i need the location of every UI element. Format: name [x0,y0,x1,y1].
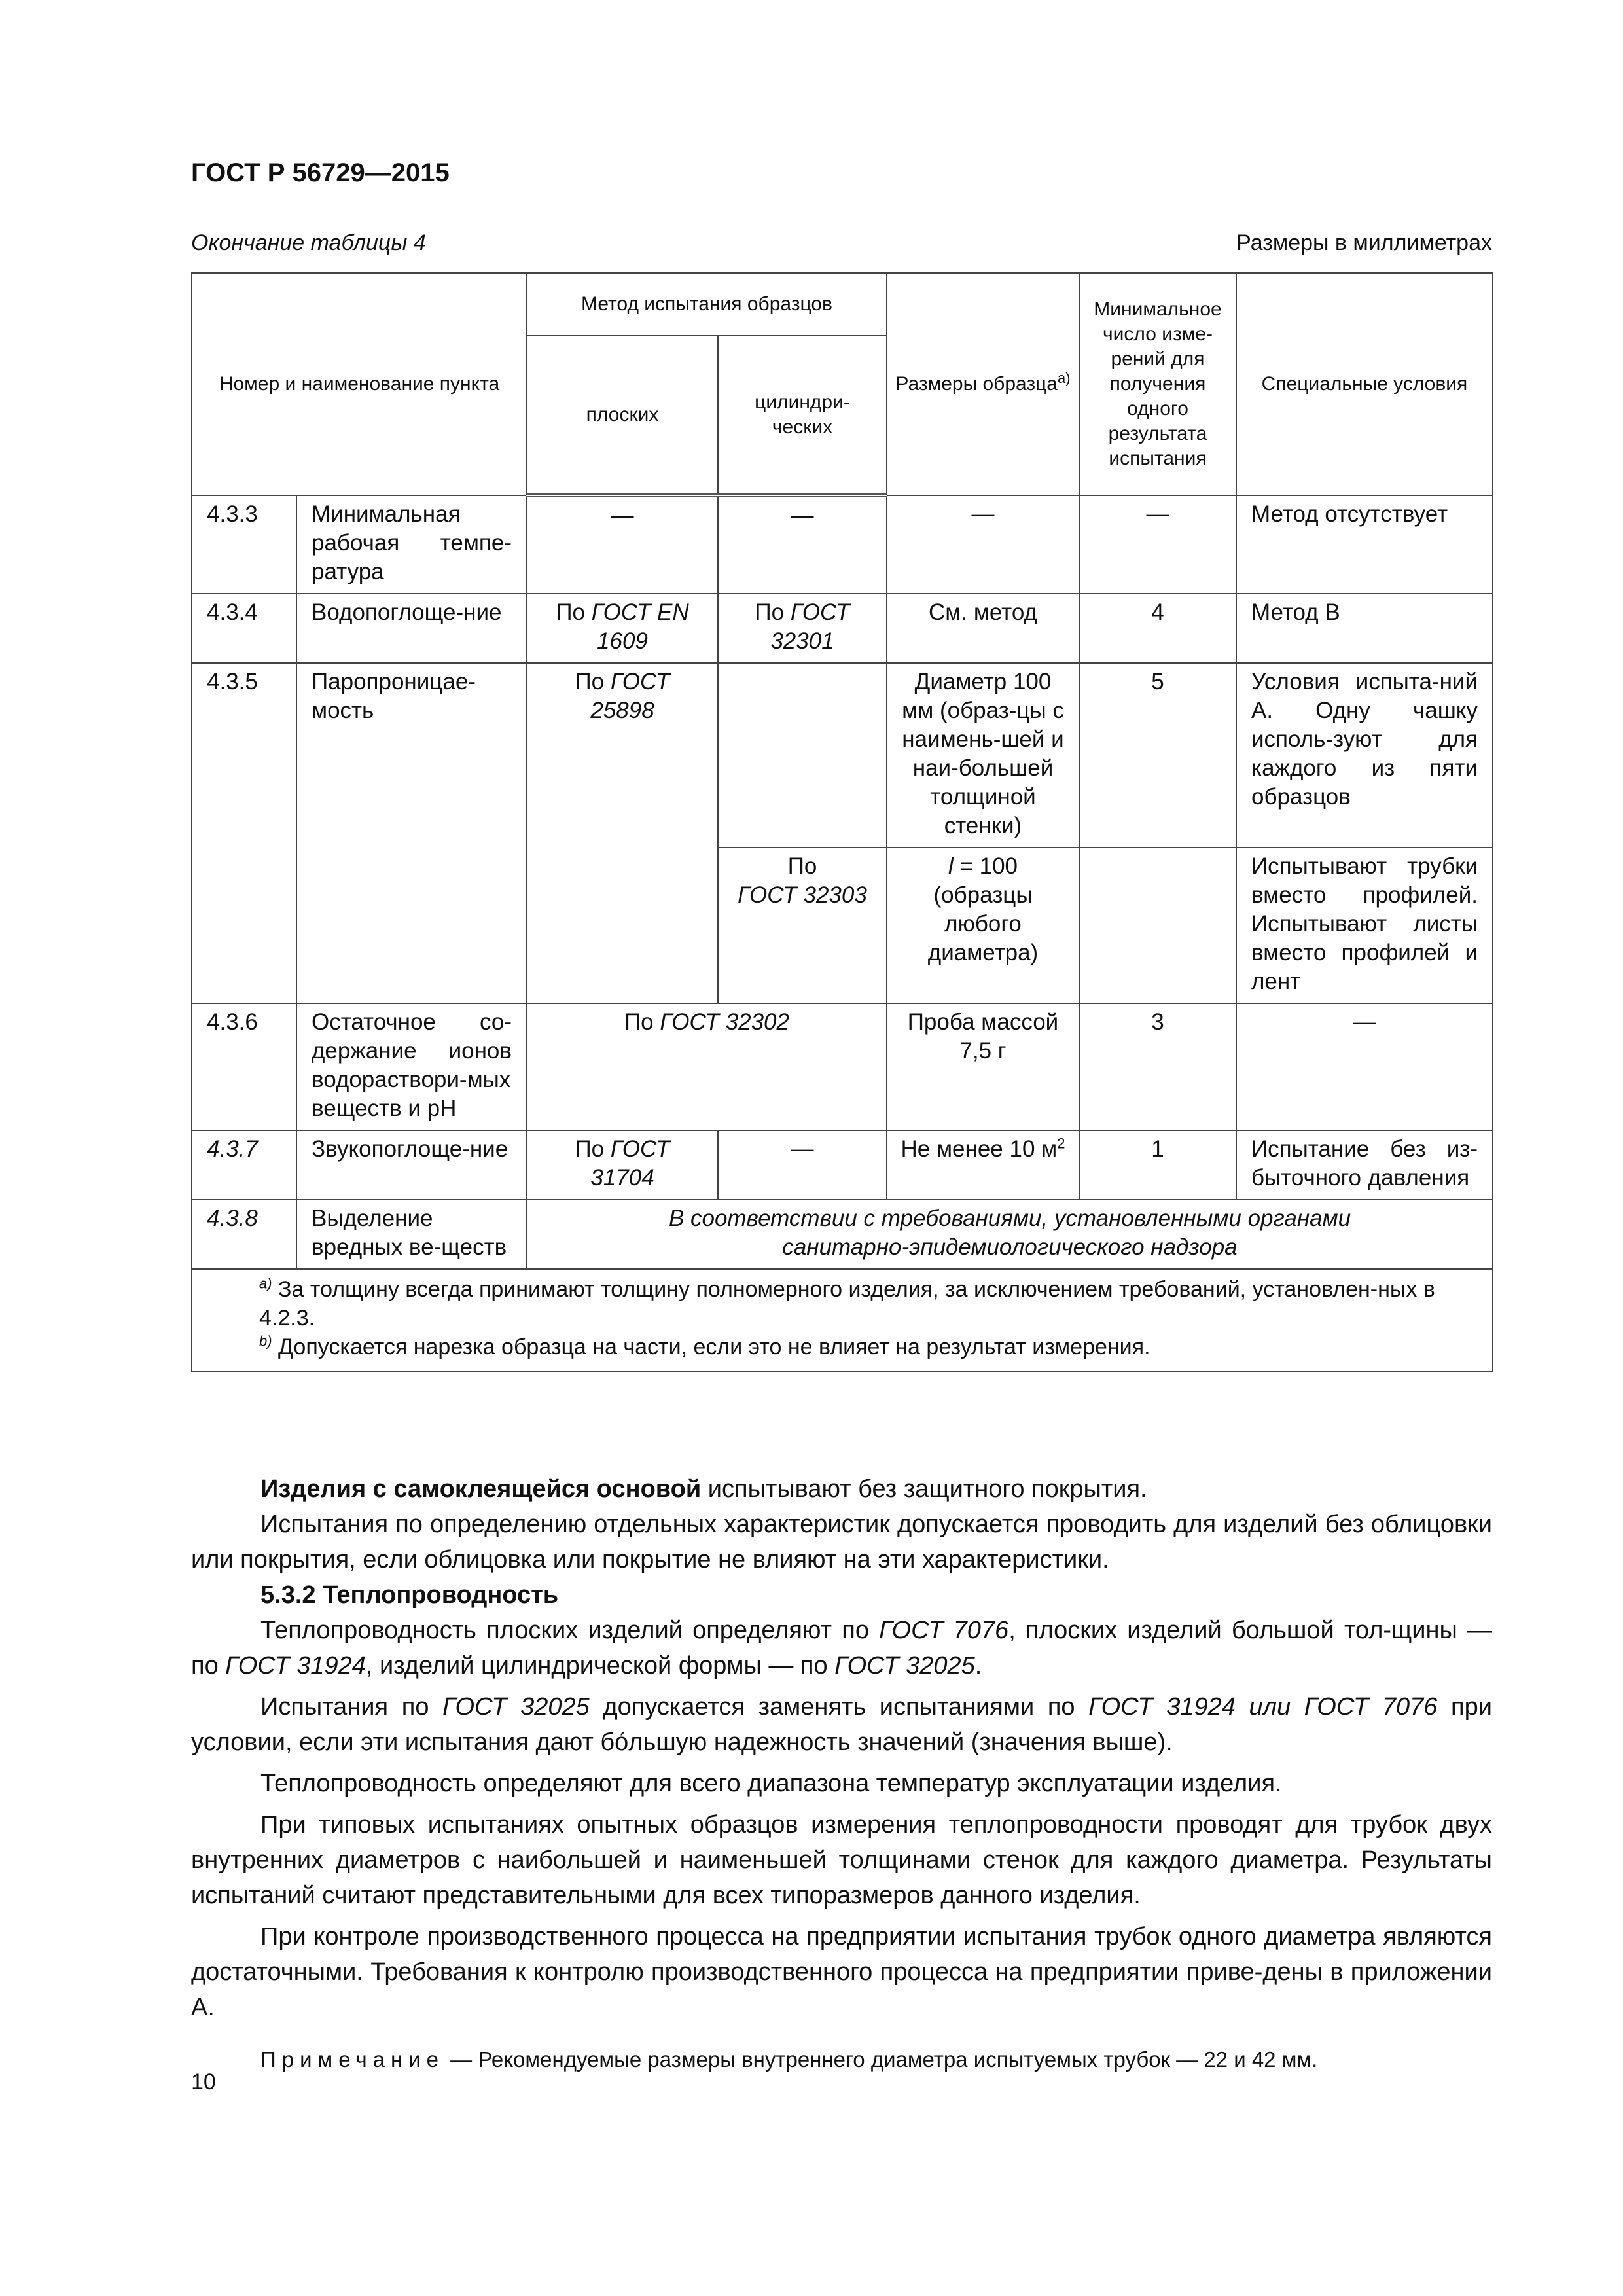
footnote-b [207,1333,1478,1361]
paragraph-text: , изделий цилиндрической формы — по [365,1652,835,1679]
paragraph-text: . [974,1652,982,1679]
specification-table [191,272,1493,1372]
table-row [192,1130,1493,1200]
table-caption: Окончание таблицы 4 [191,230,426,255]
footnotes-row [192,1269,1493,1371]
header-flat: плоских [527,336,718,495]
row-number: 4.3.6 [192,1003,296,1130]
row-name: Минимальная рабочая темпе-ратура [296,495,527,594]
footnote-text: Допускается нарезка образца на части, если это не влияет на результат измерения. [278,1335,1150,1359]
cell-special: Испытание без из-быточного давления [1236,1130,1493,1200]
footnote-mark: а) [259,1275,272,1292]
cell-min [1079,848,1236,1003]
cell-cylindrical [718,594,887,663]
paragraph-text: при условии, если эти испытания дают бо́льшую надежность значений (значения выше). [191,1693,1492,1756]
cell-flat [527,663,718,1003]
cell-min: 1 [1079,1130,1236,1200]
standard-ref: ГОСТ 31924 или ГОСТ 7076 [1088,1693,1438,1721]
cell-flat [527,1130,718,1200]
paragraph [191,1689,1492,1760]
header-min-measurements: Минимальное число изме-рений для получения одного результата испытания [1079,273,1236,495]
row-number: 4.3.8 [192,1200,296,1269]
row-number: 4.3.7 [192,1130,296,1200]
row-name: Остаточное со-держание ионов водораствори-мых веществ и pH [296,1003,527,1130]
cell-size: Проба массой 7,5 г [887,1003,1079,1130]
cell-special: Испытывают трубки вместо профилей. Испытывают листы вместо профилей и лент [1236,848,1493,1003]
standard-ref: ГОСТ 32025 [834,1652,975,1679]
cell-special: Метод отсутствует [1236,495,1493,594]
table-row [192,594,1493,663]
header-cylindrical: цилиндри-ческих [718,336,887,495]
bold-term: Изделия с самоклеящейся основой [260,1475,702,1503]
cell-special: — [1236,1003,1493,1130]
row-name: Водопоглоще-ние [296,594,527,663]
cell-special: Метод В [1236,594,1493,663]
body-text [191,1471,1492,2077]
footnote-mark: b) [259,1333,272,1350]
cell-method-merged [527,1003,887,1130]
row-number: 4.3.4 [192,594,296,663]
cell-size: — [887,495,1079,594]
header-size-text: Размеры образца [895,373,1058,395]
paragraph: Испытания по определению отдельных характеристик допускается проводить для изделий без облицовки или покрытия, если облицовка или покрытие не влияют на эти характеристики. [191,1511,1492,1573]
row-name: Звукопоглоще-ние [296,1130,527,1200]
cell-cylindrical [718,848,887,1003]
footnote-text: За толщину всегда принимают толщину полномерного изделия, за исключением требований, установлен-ных в 4.2.3. [259,1277,1435,1331]
table-row [192,1200,1493,1269]
ref-prefix: По [755,600,785,625]
note-label: Примечание [260,2047,445,2072]
note-text: — Рекомендуемые размеры внутреннего диаметра испытуемых трубок — 22 и 42 мм. [444,2047,1318,2072]
cell-min: 5 [1079,663,1236,848]
standard-ref: ГОСТ 32025 [442,1693,590,1721]
note [191,2042,1492,2077]
row-number: 4.3.3 [192,495,296,594]
footnote-a [207,1275,1478,1333]
header-method-group: Метод испытания образцов [527,273,887,336]
paragraph-text: Испытания по [260,1693,443,1721]
page-number: 10 [191,2070,216,2094]
ref-prefix: По [575,669,605,694]
paragraph [191,1613,1492,1683]
cell-size [887,848,1079,1003]
cell-cylindrical: — [718,495,887,594]
table-footnotes [192,1269,1493,1371]
ref-prefix: По [556,600,585,625]
cell-min: 4 [1079,594,1236,663]
document-title: ГОСТ Р 56729—2015 [191,158,450,187]
units-caption: Размеры в миллиметрах [1236,230,1492,255]
standard-ref: ГОСТ 32301 [770,600,850,654]
standard-ref: ГОСТ 7076 [879,1617,1009,1644]
header-size [887,273,1079,495]
row-number: 4.3.5 [192,663,296,1003]
cell-cylindrical: — [718,1130,887,1200]
standard-ref: ГОСТ 32302 [660,1009,789,1035]
standard-ref: ГОСТ EN 1609 [591,600,689,654]
paragraph-text: , плоских изделий большой тол-щины — по [191,1617,1492,1679]
cell-size: См. метод [887,594,1079,663]
cell-min: — [1079,495,1236,594]
cell-min: 3 [1079,1003,1236,1130]
size-value: = 100 (образцы любого диаметра) [927,853,1039,965]
ref-prefix: По [575,1136,605,1162]
size-value: Не менее 10 м [901,1136,1058,1162]
cell-size: Диаметр 100 мм (образ-цы с наимень-шей и наи-большей толщиной стенки) [887,663,1079,848]
cell-flat: — [527,495,718,594]
ref-prefix: По [787,853,817,879]
paragraph-text: испытывают без защитного покрытия. [701,1475,1147,1503]
table-row [192,495,1493,594]
row-name: Выделение вредных ве-ществ [296,1200,527,1269]
standard-ref: ГОСТ 31704 [590,1136,670,1191]
table-row [192,663,1493,848]
header-special: Специальные условия [1236,273,1493,495]
section-heading: 5.3.2 Теплопроводность [260,1581,559,1609]
size-variable: l [948,853,954,879]
ref-prefix: По [624,1009,654,1035]
paragraph: Теплопроводность определяют для всего диапазона температур эксплуатации изделия. [260,1770,1282,1797]
header-size-footnote: а) [1057,370,1071,386]
paragraph-text: допускается заменять испытаниями по [589,1693,1089,1721]
paragraph [191,1471,1492,1507]
cell-special: Условия испыта-ний А. Одну чашку исполь-зуют для каждого из пяти образцов [1236,663,1493,848]
standard-ref: ГОСТ 25898 [590,669,670,723]
size-exponent: 2 [1057,1135,1065,1152]
row-name: Паропроницае-мость [296,663,527,1003]
cell-merged-requirements: В соответствии с требованиями, установленными органами санитарно-эпидемиологического надзора [527,1200,1493,1269]
standard-ref: ГОСТ 31924 [225,1652,366,1679]
cell-cylindrical [718,663,887,848]
paragraph: При типовых испытаниях опытных образцов измерения теплопроводности проводят для трубок двух внутренних диаметров с наибольшей и наименьшей толщинами стенок для каждого диаметра. Результаты испытаний считают представительными для всех типоразмеров данного изделия. [191,1811,1492,1909]
standard-ref: ГОСТ 32303 [738,882,867,908]
table-row [192,1003,1493,1130]
cell-flat [527,594,718,663]
paragraph: При контроле производственного процесса на предприятии испытания трубок одного диаметра являются достаточными. Требования к контролю производственного процесса на предприятии приве-дены в приложении А. [191,1923,1492,2021]
paragraph-text: Теплопроводность плоских изделий определяют по [260,1617,880,1644]
cell-size [887,1130,1079,1200]
header-item: Номер и наименование пункта [192,273,527,495]
